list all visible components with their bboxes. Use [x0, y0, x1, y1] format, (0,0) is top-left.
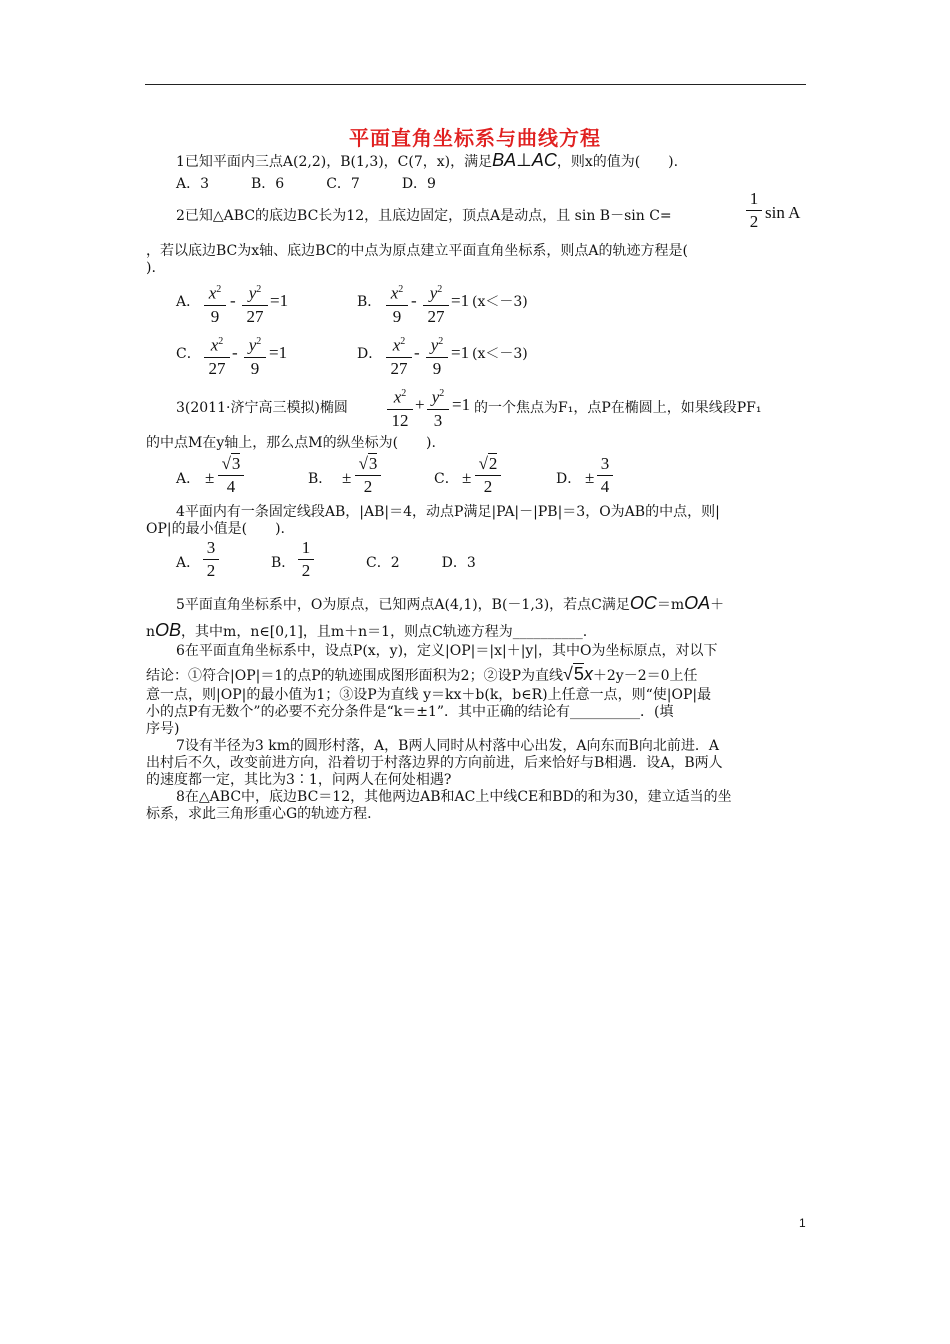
q1-options: A．3 B．6 C．7 D．9 [176, 176, 436, 192]
plus-minus: ± [462, 468, 472, 487]
q6-line-3: 意一点，则|OP|的最小值为1；③设P为直线 y＝kx＋b(k，b∈R)上任意一点，则“使|OP|最 [146, 687, 712, 703]
minus: - [232, 343, 238, 362]
q3-frac-x [387, 384, 413, 431]
q2-sin-a: sin A [765, 203, 801, 222]
den: 2 [301, 561, 311, 580]
plus-minus: ± [585, 468, 595, 487]
q7-line-1: 7设有半径为3 km的圆形村落，A，B两人同时从村落中心出发，A向东而B向北前进．A [176, 738, 719, 754]
q2-d-frac-x [386, 332, 412, 379]
q2-option-d-label: D． [357, 346, 383, 362]
den: 27 [427, 306, 445, 326]
equals-one: =1 [452, 395, 471, 414]
q1-tail: ，则x的值为( ). [556, 154, 679, 170]
equals-one: =1 [451, 343, 470, 362]
exp: 2 [439, 388, 445, 399]
q4-options-cd: C．2 D．3 [366, 555, 476, 571]
exp: 2 [216, 284, 222, 295]
var-y: y [431, 387, 440, 407]
den: 9 [432, 358, 442, 378]
q6-line-2: 结论：①符合|OP|＝1的点P的轨迹围成图形面积为2；②设P为直线√5x＋2y－2＝0上任 [146, 664, 698, 684]
exp: 2 [256, 336, 262, 347]
q3-c-frac: √2 2 [475, 454, 501, 497]
exp: 2 [256, 284, 262, 295]
q3-d-frac [597, 454, 613, 497]
exp: 2 [400, 336, 406, 347]
q5-text: 5平面直角坐标系中，O为原点，已知两点A(4,1)，B(－1,3)，若点C满足 [176, 597, 630, 613]
q3-option-d-label: D． [556, 471, 582, 487]
q2-option-a-label: A． [176, 294, 201, 310]
radicand: 3 [368, 454, 378, 473]
var-y: y [248, 283, 257, 303]
q2-frac-den: 2 [749, 212, 759, 231]
vector-oa: OA [684, 593, 711, 613]
den: 4 [226, 477, 236, 496]
q2-option-c-label: C． [176, 346, 201, 362]
q6-var-x: x [583, 664, 593, 684]
q2-b-condition: (x＜－3) [472, 294, 528, 310]
equals-one: =1 [269, 343, 288, 362]
q2-continuation-2: ). [146, 260, 156, 276]
var-y: y [248, 335, 257, 355]
exp: 2 [398, 284, 404, 295]
q5-mid: ＝m [656, 597, 685, 613]
num: 1 [301, 538, 311, 557]
q8-line-1: 8在△ABC中，底边BC＝12，其他两边AB和AC上中线CE和BD的和为30，建立适当的坐 [176, 789, 732, 805]
q5-continuation [146, 621, 587, 641]
q5-tail: ，其中m，n∈[0,1]，且m＋n＝1，则点C轨迹方程为__________. [181, 624, 588, 640]
q3-tail: 的一个焦点为F₁，点P在椭圆上，如果线段PF₁ [474, 400, 762, 416]
q4-continuation: OP|的最小值是( ). [146, 521, 285, 537]
radicand: 2 [488, 454, 498, 473]
den: 4 [600, 477, 610, 496]
var-x: x [208, 283, 217, 303]
q2-half-fraction [746, 189, 762, 232]
q4-a-frac [203, 538, 219, 581]
q2-continuation: ，若以底边BC为x轴、底边BC的中点为原点建立平面直角坐标系，则点A的轨迹方程是( [146, 243, 688, 259]
q4-option-a-label: A． [176, 555, 201, 571]
header-rule [145, 84, 806, 85]
den: 12 [391, 410, 409, 430]
q3-option-c-label: C． [434, 471, 459, 487]
q1-stem [176, 151, 678, 171]
den: 9 [210, 306, 220, 326]
q6-line-2a: 结论：①符合|OP|＝1的点P的轨迹围成图形面积为2；②设P为直线 [146, 668, 563, 684]
var-y: y [429, 283, 438, 303]
den: 2 [206, 561, 216, 580]
plus-minus: ± [205, 468, 215, 487]
den: 3 [433, 410, 443, 430]
q4-option-b-label: B． [271, 555, 296, 571]
q8-line-2: 标系，求此三角形重心G的轨迹方程. [146, 806, 372, 822]
q6-radicand: 5 [573, 664, 584, 684]
q2-b-frac-y [423, 280, 449, 327]
q4-b-frac [298, 538, 314, 581]
q3-b-frac: √3 2 [355, 454, 381, 497]
q2-a-frac-y [242, 280, 268, 327]
q5-plus: ＋ [710, 597, 725, 613]
den: 27 [208, 358, 226, 378]
q3-a-frac: √3 4 [218, 454, 244, 497]
q7-line-2: 出村后不久，改变前进方向，沿着切于村落边界的方向前进，后来恰好与B相遇．设A，B两人 [146, 755, 723, 771]
var-x: x [392, 335, 401, 355]
var-y: y [430, 335, 439, 355]
equals-one: =1 [270, 291, 289, 310]
den: 27 [390, 358, 408, 378]
den: 2 [483, 477, 493, 496]
q1-vector-condition: BA⊥AC [492, 150, 557, 170]
exp: 2 [218, 336, 224, 347]
plus: + [415, 395, 425, 414]
q5-stem [176, 594, 724, 614]
q6-line-4: 小的点P有无数个”的必要不充分条件是“k＝±1”．其中正确的结论有__________．(填 [146, 704, 674, 720]
q5-n: n [146, 624, 156, 640]
exp: 2 [437, 284, 443, 295]
equals-one: =1 [451, 291, 470, 310]
vector-ob: OB [155, 620, 182, 640]
den: 9 [250, 358, 260, 378]
q6-line-1: 6在平面直角坐标系中，设点P(x，y)，定义|OP|＝|x|＋|y|，其中O为坐标原点，对以下 [176, 643, 718, 659]
q2-option-b-label: B． [357, 294, 382, 310]
q2-b-frac-x [386, 280, 408, 327]
page-title: 平面直角坐标系与曲线方程 [349, 126, 601, 150]
q6-line-2b: ＋2y－2＝0上任 [592, 668, 698, 684]
exp: 2 [438, 336, 444, 347]
q2-stem: 2已知△ABC的底边BC长为12，且底边固定，顶点A是动点，且 sin B－sin C= [176, 208, 672, 224]
q3-frac-y [427, 384, 449, 431]
den: 9 [392, 306, 402, 326]
q2-a-frac-x [204, 280, 226, 327]
minus: - [414, 343, 420, 362]
q2-d-condition: (x＜－3) [472, 346, 528, 362]
q4-stem: 4平面内有一条固定线段AB，|AB|＝4，动点P满足|PA|－|PB|＝3，O为AB的中点，则| [176, 504, 720, 520]
q6-line-5: 序号) [146, 721, 180, 737]
num: 3 [600, 454, 610, 473]
q3-option-a-label: A． [176, 471, 201, 487]
plus-minus: ± [342, 468, 352, 487]
exp: 2 [401, 388, 407, 399]
den: 2 [363, 477, 373, 496]
q7-line-3: 的速度都一定，其比为3∶1，问两人在何处相遇? [146, 772, 452, 788]
q3-continuation: 的中点M在y轴上，那么点M的纵坐标为( ). [146, 435, 436, 451]
q2-c-frac-y [244, 332, 266, 379]
q1-text: 1已知平面内三点A(2,2)，B(1,3)，C(7，x)，满足 [176, 154, 493, 170]
q2-frac-num: 1 [749, 189, 759, 208]
radicand: 3 [231, 454, 241, 473]
var-x: x [393, 387, 402, 407]
q2-c-frac-x [204, 332, 230, 379]
vector-oc: OC [629, 593, 657, 613]
minus: - [230, 291, 236, 310]
num: 3 [206, 538, 216, 557]
q3-stem: 3(2011·济宁高三模拟)椭圆 [176, 400, 348, 416]
minus: - [411, 291, 417, 310]
page-number: 1 [799, 1216, 806, 1230]
var-x: x [390, 283, 399, 303]
var-x: x [210, 335, 219, 355]
q2-d-frac-y [426, 332, 448, 379]
den: 27 [246, 306, 264, 326]
q3-option-b-label: B． [308, 471, 333, 487]
